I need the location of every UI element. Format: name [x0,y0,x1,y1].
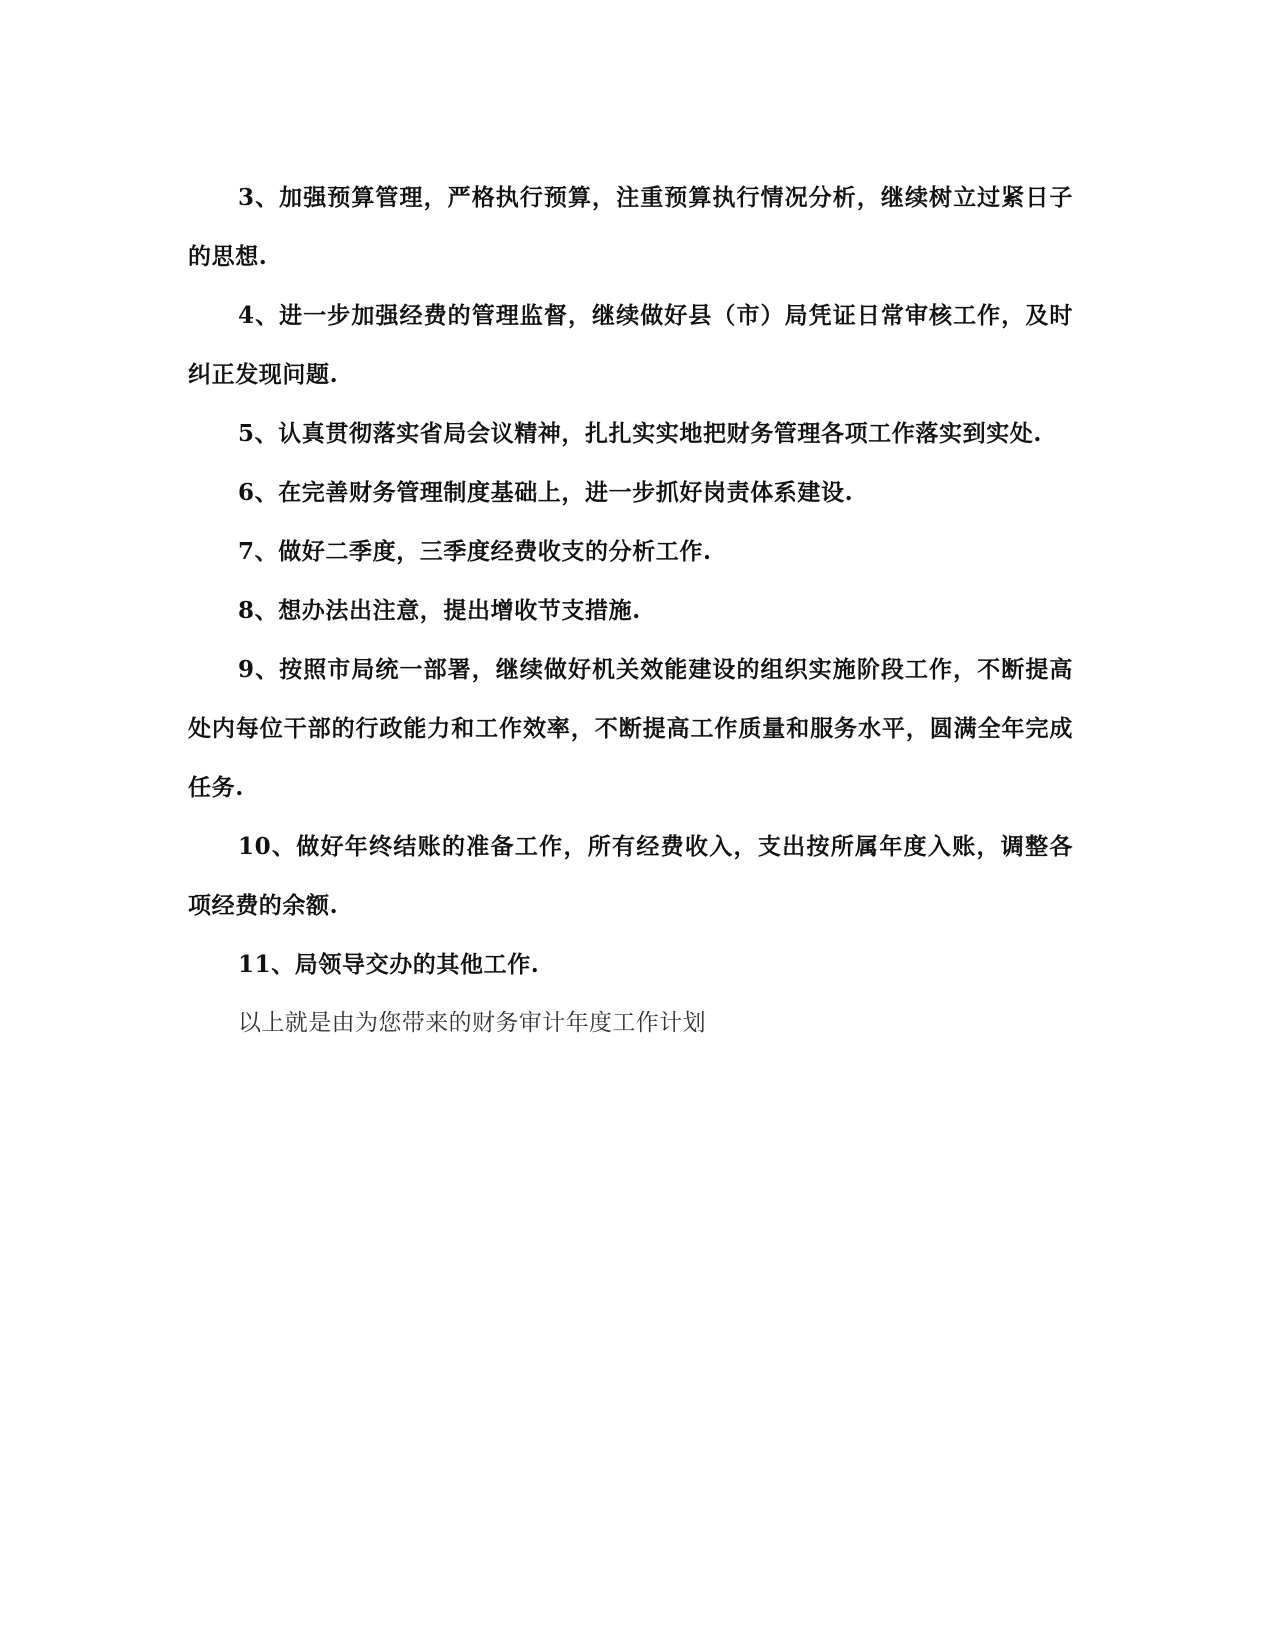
paragraph-item-7: 7、做好二季度，三季度经费收支的分析工作. [238,538,712,565]
paragraph-item-9: 9、按照市局统一部署，继续做好机关效能建设的组织实施阶段工作，不断提高处内每位干部的行政能力和工作效率，不断提高工作质量和服务水平，圆满全年完成任务. [188,656,1073,801]
closing-line: 以上就是由为您带来的财务审计年度工作计划 [238,1010,706,1036]
paragraph-item-6: 6、在完善财务管理制度基础上，进一步抓好岗责体系建设. [238,479,854,506]
paragraph-item-11: 11、局领导交办的其他工作. [238,951,540,978]
paragraph-item-8: 8、想办法出注意，提出增收节支措施. [238,597,641,624]
paragraph-item-5: 5、认真贯彻落实省局会议精神，扎扎实实地把财务管理各项工作落实到实处. [238,420,1043,447]
paragraph-item-3: 3、加强预算管理，严格执行预算，注重预算执行情况分析，继续树立过紧日子的思想. [188,184,1073,270]
document-body [188,168,1073,1053]
paragraph-item-10: 10、做好年终结账的准备工作，所有经费收入，支出按所属年度入账，调整各项经费的余额. [188,833,1073,919]
paragraph-item-4: 4、进一步加强经费的管理监督，继续做好县（市）局凭证日常审核工作，及时纠正发现问题. [188,302,1073,388]
